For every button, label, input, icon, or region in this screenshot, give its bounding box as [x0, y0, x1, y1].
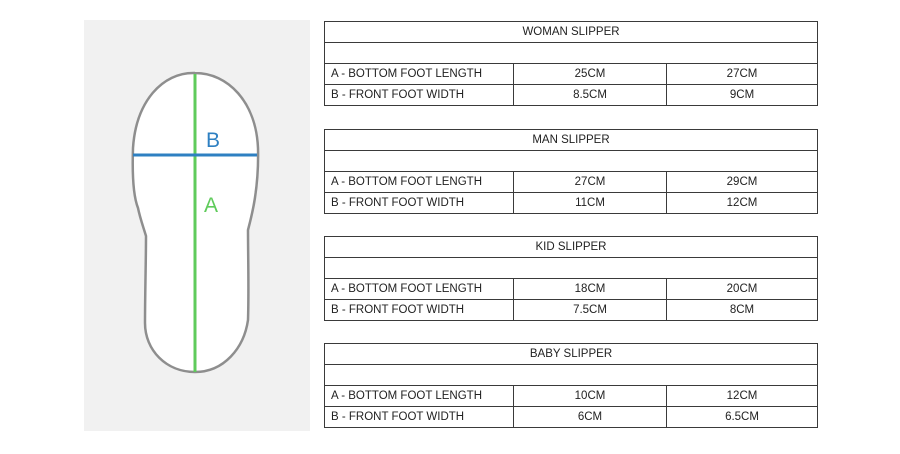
- label-a: A: [203, 194, 219, 217]
- slipper-sole-illustration: [84, 20, 310, 431]
- value-cell: 20CM: [667, 279, 818, 300]
- table-row: [325, 64, 818, 85]
- value-cell: 9CM: [667, 85, 818, 106]
- value-cell: 8CM: [667, 300, 818, 321]
- baby-slipper-table: [324, 343, 818, 428]
- value-cell: 6.5CM: [667, 407, 818, 428]
- row-label: A - BOTTOM FOOT LENGTH: [325, 64, 514, 85]
- value-cell: 8.5CM: [514, 85, 667, 106]
- value-cell: 7.5CM: [514, 300, 667, 321]
- value-cell: 10CM: [514, 386, 667, 407]
- value-cell: 25CM: [514, 64, 667, 85]
- row-label: A - BOTTOM FOOT LENGTH: [325, 172, 514, 193]
- row-label: A - BOTTOM FOOT LENGTH: [325, 386, 514, 407]
- table-row: [325, 172, 818, 193]
- value-cell: 27CM: [667, 64, 818, 85]
- spacer-row: [325, 151, 818, 172]
- value-cell: 27CM: [514, 172, 667, 193]
- table-row: [325, 386, 818, 407]
- table-row: [325, 407, 818, 428]
- table-row: [325, 85, 818, 106]
- woman-slipper-table: [324, 21, 818, 106]
- spacer-row: [325, 258, 818, 279]
- value-cell: 12CM: [667, 193, 818, 214]
- table-title: BABY SLIPPER: [325, 344, 818, 365]
- row-label: B - FRONT FOOT WIDTH: [325, 407, 514, 428]
- row-label: A - BOTTOM FOOT LENGTH: [325, 279, 514, 300]
- value-cell: 11CM: [514, 193, 667, 214]
- row-label: B - FRONT FOOT WIDTH: [325, 85, 514, 106]
- table-title: WOMAN SLIPPER: [325, 22, 818, 43]
- slipper-diagram: [84, 20, 310, 431]
- table-title: KID SLIPPER: [325, 237, 818, 258]
- table-row: [325, 279, 818, 300]
- value-cell: 12CM: [667, 386, 818, 407]
- table-title: MAN SLIPPER: [325, 130, 818, 151]
- row-label: B - FRONT FOOT WIDTH: [325, 193, 514, 214]
- table-row: [325, 193, 818, 214]
- value-cell: 29CM: [667, 172, 818, 193]
- kid-slipper-table: [324, 236, 818, 321]
- table-row: [325, 300, 818, 321]
- row-label: B - FRONT FOOT WIDTH: [325, 300, 514, 321]
- spacer-row: [325, 365, 818, 386]
- spacer-row: [325, 43, 818, 64]
- man-slipper-table: [324, 129, 818, 214]
- value-cell: 18CM: [514, 279, 667, 300]
- label-b: B: [205, 129, 221, 152]
- value-cell: 6CM: [514, 407, 667, 428]
